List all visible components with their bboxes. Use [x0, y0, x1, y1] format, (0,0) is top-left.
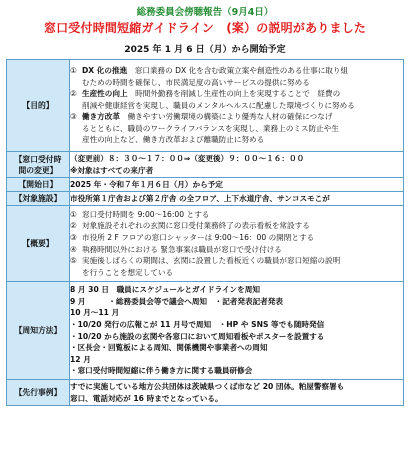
precedent-line: 窓口、電話対応が 16 時までとなっている。: [70, 393, 223, 403]
hours-change: （変更前）８：３０～１７：００⇒（変更後）９：００～１６：００: [70, 153, 305, 163]
item-text: 産性の向上など、働き方改革および離職防止に努める: [82, 135, 265, 145]
table-row-start: [7, 178, 404, 192]
table-row-target: [7, 192, 404, 206]
overview-item-3: [70, 232, 403, 244]
item-number: ②: [70, 221, 77, 231]
table-row-hours: [7, 152, 404, 178]
item-text: を行うことを想定している: [82, 267, 174, 277]
table-row-precedent: [7, 380, 404, 406]
item-text: 執務時間以外における 緊急事案は職員が窓口で受け付ける: [82, 244, 282, 254]
item-text: 実施後しばらくの期間は、玄関に設置した看板近くの職員が窓口短縮の説明: [82, 256, 341, 266]
item-title: 生産性の向上: [82, 89, 128, 99]
item-number: ④: [70, 244, 77, 254]
item-title: 働き方改革: [82, 112, 120, 122]
label-purpose: 【目的】: [7, 60, 70, 152]
overview-item-2: [70, 220, 403, 232]
item-number: ③: [70, 232, 77, 242]
overview-item-4: [70, 244, 403, 256]
target-content: [70, 192, 404, 206]
overview-item-5: [70, 255, 403, 278]
label-hours-line: 間の変更】: [18, 165, 58, 175]
publicity-line: ・窓口受付時間短縮に伴う働き方に関する職員研修会: [70, 366, 253, 376]
summary-table: [6, 59, 404, 406]
overview-item-1: [70, 209, 403, 221]
item-text: 対象施設それぞれの玄関に窓口受付業務終了の表示看板を常設する: [82, 221, 310, 231]
item-number: ①: [70, 65, 77, 75]
item-text: むための時間を確保し、市民満足度の高いサービスの提供に努める: [82, 77, 310, 87]
purpose-item-1: [70, 65, 403, 88]
purpose-content: [70, 60, 404, 152]
label-overview: 【概要】: [7, 206, 70, 282]
item-number: ③: [70, 112, 77, 122]
overview-content: [70, 206, 404, 282]
item-number: ①: [70, 209, 77, 219]
item-text: 時間外勤務を削減し生産性の向上を実現することで 経費の: [135, 89, 341, 99]
publicity-content: [70, 282, 404, 380]
purpose-item-2: [70, 88, 403, 111]
label-hours: [7, 152, 70, 178]
purpose-item-3: [70, 111, 403, 146]
item-text: 窓口業務の DX 化を含む政策立案や創造性のある仕事に取り組: [134, 65, 349, 75]
publicity-line: 9 月 ・総務委員会等で議会へ周知 ・記者発表記者発表: [70, 296, 283, 306]
publicity-line: ・10/20 発行の広報こが 11 月号で周知 ・HP や SNS 等でも随時発信: [70, 319, 325, 329]
label-hours-line: 【窓口受付時: [14, 154, 62, 164]
start-content: [70, 178, 404, 192]
table-row-purpose: [7, 60, 404, 152]
start-date-subtitle: 2025 年 1 月 6 日（月）から開始予定: [124, 45, 286, 55]
precedent-line: すでに実施している地方公共団体は茨城県つくば市など 20 団体。粕屋警察署も: [70, 381, 345, 391]
report-headline: 窓口受付時間短縮ガイドライン (案）の説明がありました: [43, 21, 367, 35]
precedent-content: [70, 380, 404, 406]
publicity-line: 8 月 30 日 職員にスケジュールとガイドラインを周知: [70, 285, 260, 295]
start-date-text: 2025 年・令和７年１月６日（月）から予定: [70, 179, 223, 189]
item-text: 働きやすい労働環境の構築により優秀な人材の確保につなげ: [127, 112, 333, 122]
hours-content: [70, 152, 404, 178]
label-start: 【開始日】: [7, 178, 70, 192]
item-title: DX 化の推進: [82, 65, 128, 75]
label-publicity: 【周知方法】: [7, 282, 70, 380]
item-number: ②: [70, 89, 77, 99]
publicity-line: 12 月: [70, 354, 91, 364]
publicity-line: 10 月～11 月: [70, 308, 120, 318]
hours-note: ※対象はすべての来庁者: [70, 165, 154, 175]
publicity-line: ・区長会・回覧板による周知、関係機関や事業者への周知: [70, 343, 268, 353]
label-precedent: 【先行事例】: [7, 380, 70, 406]
publicity-line: ・10/20 から施設の玄関や各窓口において周知看板やポスターを設置する: [70, 331, 325, 341]
item-text: 市役所 2 F フロアの窓口シャッターは 9:00～16：00 の開閉とする: [82, 232, 315, 242]
report-source-title: 総務委員会傍聴報告（9月4日）: [136, 7, 274, 18]
item-text: 窓口受付時間を 9:00～16:00 とする: [82, 209, 210, 219]
table-row-overview: [7, 206, 404, 282]
label-target: 【対象施設】: [7, 192, 70, 206]
item-number: ⑤: [70, 256, 77, 266]
item-text: 削減や健康経営を実現し、職員のメンタルヘルスに配慮した環境づくりに努める: [82, 100, 355, 110]
item-text: るとともに、職員のワークライフバランスを実現し、業務上のミス防止や生: [82, 123, 339, 133]
table-row-publicity: [7, 282, 404, 380]
target-text: 市役所第１庁舎および第２庁舎 の全フロア、上下水道庁舎、サンコスモこが: [70, 193, 330, 203]
